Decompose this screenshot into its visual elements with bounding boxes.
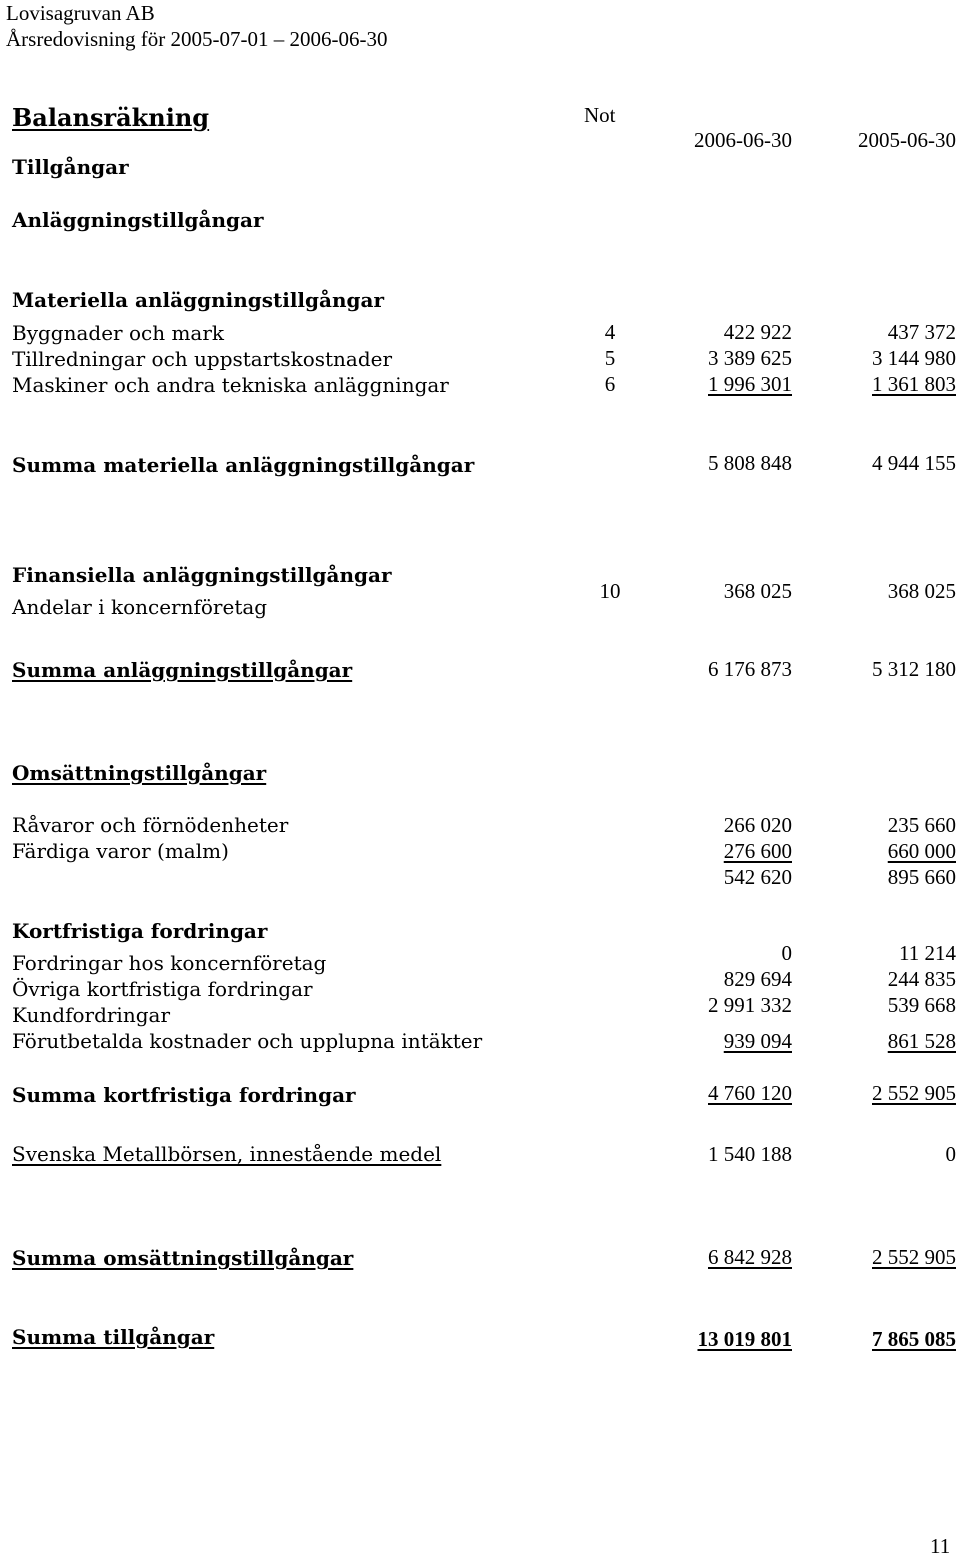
row-current-value: 1 996 301 <box>708 372 792 396</box>
row-current-value: 422 922 <box>723 320 792 344</box>
row-label: Övriga kortfristiga fordringar <box>12 977 313 1001</box>
page-number: 11 <box>930 1534 951 1558</box>
row-note: 4 <box>604 320 616 344</box>
tangible-total-current: 5 808 848 <box>708 451 792 475</box>
tangible-assets-heading: Materiella anläggningstillgångar <box>12 288 384 312</box>
row-previous-value: 437 372 <box>887 320 956 344</box>
current-assets-total-current: 6 842 928 <box>708 1245 792 1269</box>
row-current-value: 266 020 <box>723 813 792 837</box>
row-current-value: 939 094 <box>723 1029 792 1053</box>
row-current-value: 3 389 625 <box>708 346 792 370</box>
fixed-assets-total-previous: 5 312 180 <box>872 657 956 681</box>
receivables-heading: Kortfristiga fordringar <box>12 919 268 943</box>
current-assets-total-label: Summa omsättningstillgångar <box>12 1246 354 1270</box>
fixed-assets-total-label: Summa anläggningstillgångar <box>12 658 353 682</box>
total-assets-current: 13 019 801 <box>697 1327 792 1351</box>
current-assets-heading: Omsättningstillgångar <box>12 761 267 785</box>
inventory-subtotal-current: 542 620 <box>723 865 792 889</box>
current-assets-total-previous: 2 552 905 <box>872 1245 956 1269</box>
financial-assets-heading: Finansiella anläggningstillgångar <box>12 563 392 587</box>
row-note: 6 <box>604 372 616 396</box>
row-label: Färdiga varor (malm) <box>12 839 229 863</box>
row-label: Andelar i koncernföretag <box>12 595 268 619</box>
fixed-assets-heading: Anläggningstillgångar <box>12 208 264 232</box>
receivables-total-previous: 2 552 905 <box>872 1081 956 1105</box>
row-previous-value: 539 668 <box>887 993 956 1017</box>
row-label: Kundfordringar <box>12 1003 170 1027</box>
total-assets-previous: 7 865 085 <box>872 1327 956 1351</box>
tangible-total-label: Summa materiella anläggningstillgångar <box>12 453 475 477</box>
row-previous-value: 368 025 <box>887 579 956 603</box>
row-label: Förutbetalda kostnader och upplupna intäkter <box>12 1029 483 1053</box>
current-year-header: 2006-06-30 <box>694 128 792 152</box>
receivables-total-current: 4 760 120 <box>708 1081 792 1105</box>
row-label: Byggnader och mark <box>12 321 225 345</box>
row-note: 10 <box>599 579 621 603</box>
total-assets-label: Summa tillgångar <box>12 1325 215 1349</box>
row-previous-value: 1 361 803 <box>872 372 956 396</box>
row-current-value: 0 <box>781 941 792 965</box>
row-label: Fordringar hos koncernföretag <box>12 951 327 975</box>
company-name: Lovisagruvan AB <box>6 1 155 25</box>
inventory-subtotal-previous: 895 660 <box>887 865 956 889</box>
metal-exchange-label: Svenska Metallbörsen, innestående medel <box>12 1142 442 1166</box>
report-title: Årsredovisning för 2005-07-01 – 2006-06-30 <box>6 27 388 51</box>
row-previous-value: 11 214 <box>899 941 956 965</box>
row-current-value: 276 600 <box>723 839 792 863</box>
row-previous-value: 861 528 <box>887 1029 956 1053</box>
previous-year-header: 2005-06-30 <box>858 128 956 152</box>
row-previous-value: 660 000 <box>887 839 956 863</box>
metal-exchange-current: 1 540 188 <box>708 1142 792 1166</box>
row-previous-value: 244 835 <box>887 967 956 991</box>
receivables-total-label: Summa kortfristiga fordringar <box>12 1083 356 1107</box>
row-current-value: 368 025 <box>723 579 792 603</box>
row-previous-value: 235 660 <box>887 813 956 837</box>
row-label: Maskiner och andra tekniska anläggningar <box>12 373 449 397</box>
row-note: 5 <box>604 346 616 370</box>
balance-sheet-title: Balansräkning <box>12 103 210 132</box>
tangible-total-previous: 4 944 155 <box>872 451 956 475</box>
row-current-value: 829 694 <box>723 967 792 991</box>
row-current-value: 2 991 332 <box>708 993 792 1017</box>
row-label: Råvaror och förnödenheter <box>12 813 289 837</box>
metal-exchange-previous: 0 <box>945 1142 956 1166</box>
fixed-assets-total-current: 6 176 873 <box>708 657 792 681</box>
note-column-header: Not <box>584 103 616 127</box>
assets-section-title: Tillgångar <box>12 155 129 179</box>
row-previous-value: 3 144 980 <box>872 346 956 370</box>
row-label: Tillredningar och uppstartskostnader <box>12 347 393 371</box>
